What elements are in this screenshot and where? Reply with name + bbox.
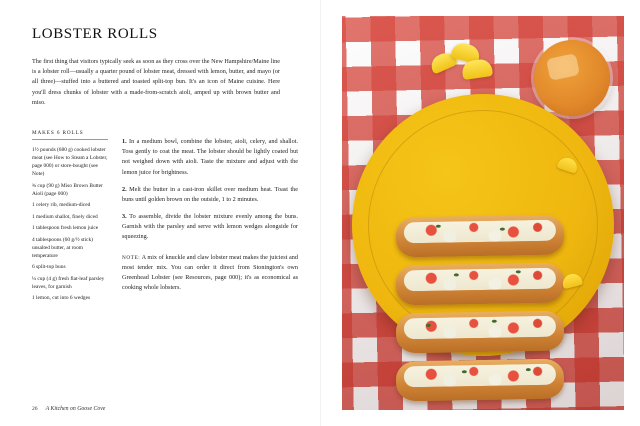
list-item: 1 medium shallot, finely diced (32, 213, 98, 220)
lobster-filling (404, 364, 556, 388)
page-title: LOBSTER ROLLS (32, 26, 158, 42)
list-item: 1 lemon, cut into 6 wedges (32, 295, 91, 302)
yellow-plate (352, 94, 614, 356)
lobster-filling (404, 220, 556, 244)
lobster-filling (404, 268, 556, 292)
lobster-roll (396, 311, 565, 354)
recipe-headnote: The first thing that visitors typically seek as soon as they cross over the New Hampshire/Maine line is a lobster roll—usually a quarter pound of lobster meat, dressed with lemon, butter, and mayo (or all three)—stuffed into a buttered and toasted split-top bun. It's an icon of Maine cuisine. Here you'll dress chunks of lobster with a made-from-scratch aioli, amped up with brown butter and miso. (32, 58, 280, 106)
list-item: 4 tablespoons (60 g/½ stick) unsalted butter, at room temperature (32, 236, 93, 259)
list-item: 6 split-top buns (32, 264, 66, 271)
step-text: In a medium bowl, combine the lobster, aioli, celery, and shallot. Toss gently to coat the meat. The lobster should be lightly coated but not weighed down with aioli. Taste the mixture and adjust with the lemon juice for brightness. (122, 138, 298, 176)
method-column (122, 130, 298, 306)
step-text: To assemble, divide the lobster mixture evenly among the buns. Garnish with the parsley and serve with lemon wedges alongside for squeezing. (122, 212, 298, 240)
step-number: 3. (122, 212, 127, 220)
recipe-step (122, 212, 298, 242)
list-item: 1 tablespoon fresh lemon juice (32, 225, 99, 232)
ice-cube (546, 53, 580, 81)
note-label: NOTE: (122, 254, 141, 261)
parsley-garnish (436, 225, 441, 228)
parsley-garnish (516, 270, 521, 273)
step-text: Melt the butter in a cast-iron skillet over medium heat. Toast the buns until golden brown on the outside, 1 to 2 minutes. (122, 185, 299, 203)
recipe-columns (32, 130, 298, 306)
recipe-step (122, 137, 298, 177)
note-text: A mix of knuckle and claw lobster meat makes the juiciest and most tender mix. You can order it direct from Stonington's own Greenhead Lobster (see Resources, page 000); it's as economical as cooking whole lobsters. (122, 253, 298, 291)
lobster-roll (396, 215, 565, 258)
folio-number: 26 (32, 406, 38, 412)
running-head: A Kitchen on Goose Cove (45, 406, 106, 412)
lobster-roll (396, 263, 565, 306)
drink-glass (534, 40, 610, 116)
list-item: 1 celery rib, medium-diced (32, 202, 91, 209)
lemon-wedges-group (428, 38, 498, 86)
recipe-note (122, 253, 298, 293)
ingredients-column (32, 130, 108, 306)
page-footer (32, 406, 105, 412)
lobster-filling (404, 316, 556, 340)
list-item: 1½ pounds (680 g) cooked lobster meat (see How to Steam a Lobster, page 000) or store-bought (see Note) (32, 147, 108, 178)
right-page (320, 0, 640, 426)
list-item: ¼ cup (4 g) fresh flat-leaf parsley leaves, for garnish (32, 275, 105, 290)
step-number: 2. (122, 185, 127, 193)
list-item: ¾ cup (90 g) Miso Brown Butter Aioli (page 000) (32, 182, 103, 197)
recipe-photo (342, 16, 624, 410)
step-number: 1. (122, 138, 127, 146)
recipe-yield: MAKES 6 ROLLS (32, 130, 108, 140)
recipe-step (122, 185, 298, 205)
lobster-roll (396, 359, 565, 402)
